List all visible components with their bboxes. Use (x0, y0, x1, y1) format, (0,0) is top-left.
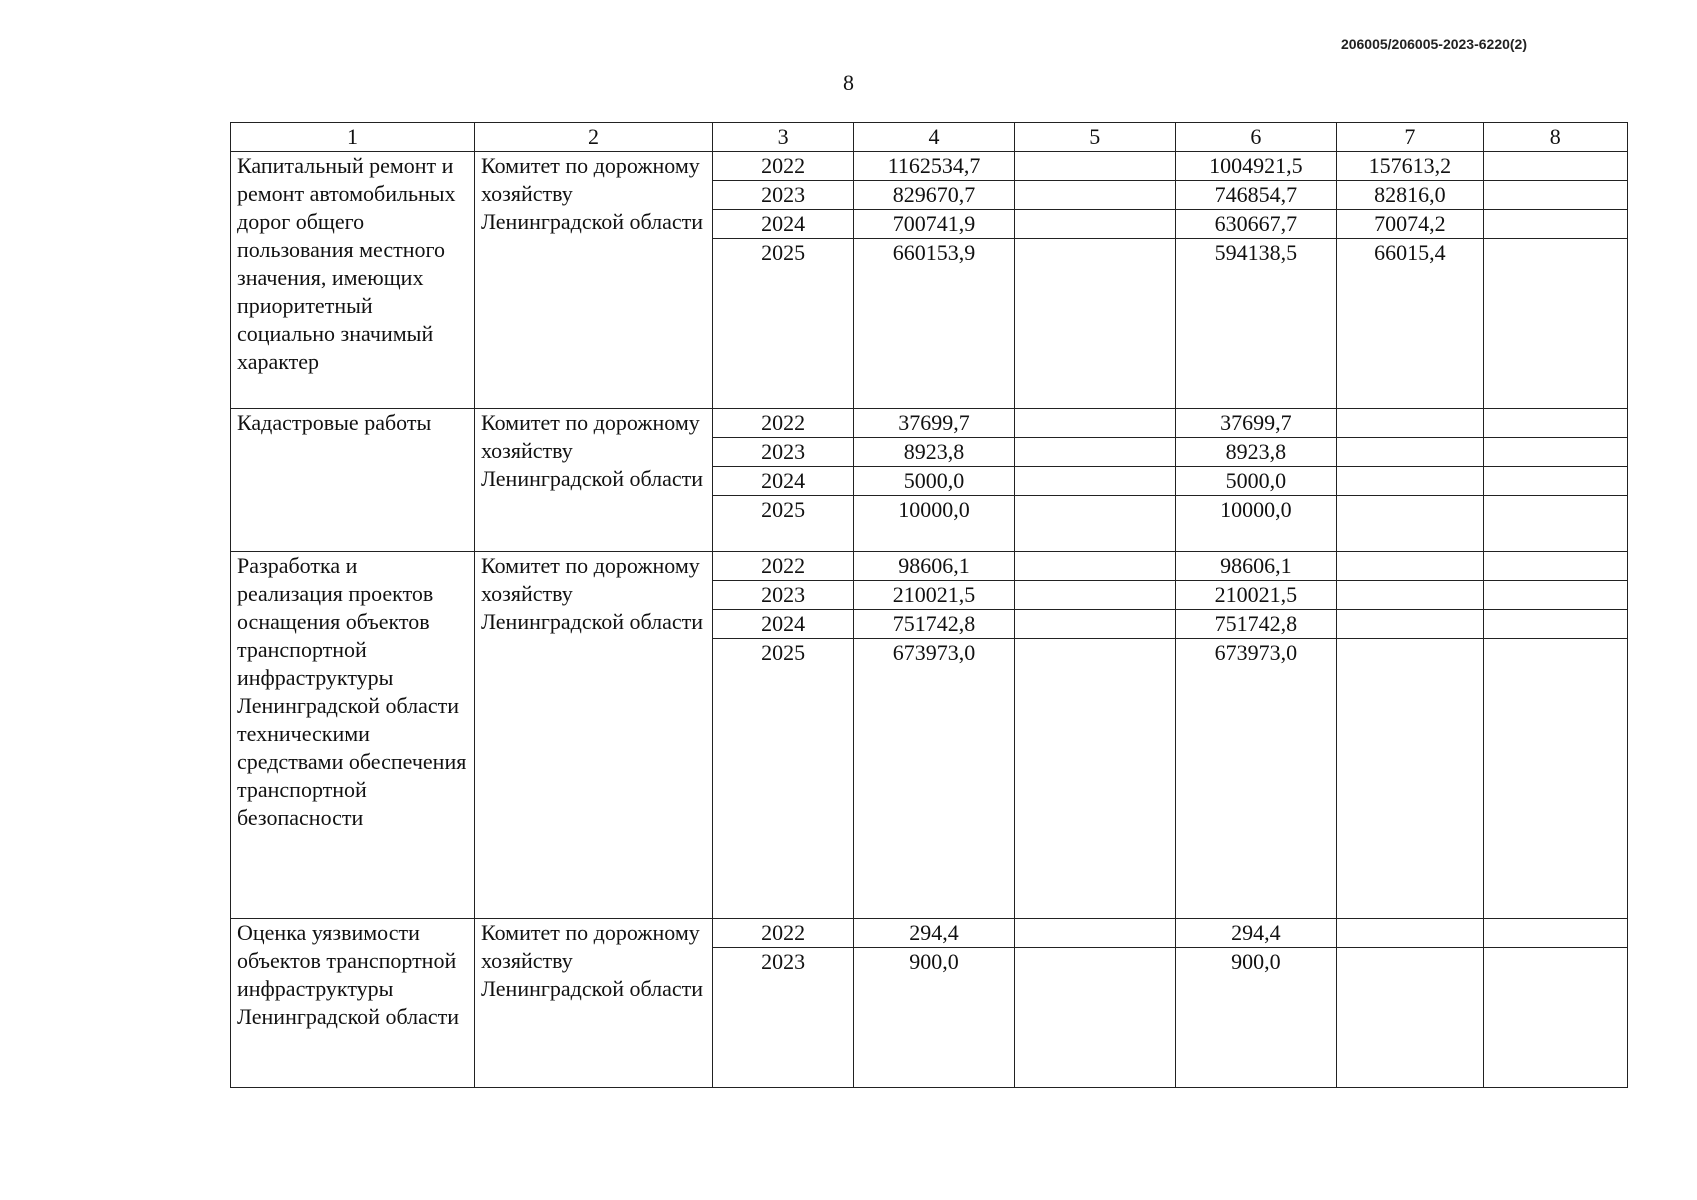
value-cell: 294,4 (1175, 919, 1337, 948)
value-cell (1337, 639, 1483, 919)
value-cell (1337, 919, 1483, 948)
value-cell: 900,0 (1175, 948, 1337, 1088)
value-cell (1337, 467, 1483, 496)
column-header: 8 (1483, 123, 1627, 152)
value-cell (1014, 919, 1175, 948)
value-cell (1014, 467, 1175, 496)
value-cell: 829670,7 (854, 181, 1015, 210)
value-cell (1014, 610, 1175, 639)
value-cell (1337, 496, 1483, 552)
value-cell: 294,4 (854, 919, 1015, 948)
document-number: 206005/206005-2023-6220(2) (1340, 36, 1527, 52)
year-cell: 2025 (712, 239, 853, 409)
executor-name: Комитет по дорожному хозяйству Ленинградской области (475, 409, 713, 552)
executor-name: Комитет по дорожному хозяйству Ленинградской области (475, 152, 713, 409)
value-cell: 5000,0 (854, 467, 1015, 496)
column-header: 7 (1337, 123, 1483, 152)
budget-table (230, 122, 1628, 1088)
year-cell: 2022 (712, 919, 853, 948)
value-cell (1014, 239, 1175, 409)
value-cell (1483, 438, 1627, 467)
value-cell: 751742,8 (1175, 610, 1337, 639)
column-header: 2 (475, 123, 713, 152)
value-cell: 746854,7 (1175, 181, 1337, 210)
column-header: 6 (1175, 123, 1337, 152)
value-cell: 594138,5 (1175, 239, 1337, 409)
value-cell (1014, 948, 1175, 1088)
table-row (231, 552, 1628, 581)
value-cell: 1004921,5 (1175, 152, 1337, 181)
value-cell: 98606,1 (1175, 552, 1337, 581)
value-cell: 8923,8 (1175, 438, 1337, 467)
value-cell: 82816,0 (1337, 181, 1483, 210)
year-cell: 2023 (712, 438, 853, 467)
year-cell: 2025 (712, 496, 853, 552)
value-cell (1337, 438, 1483, 467)
value-cell: 900,0 (854, 948, 1015, 1088)
value-cell: 10000,0 (854, 496, 1015, 552)
table-row (231, 409, 1628, 438)
value-cell (1014, 496, 1175, 552)
value-cell: 37699,7 (854, 409, 1015, 438)
table-row (231, 152, 1628, 181)
value-cell (1483, 552, 1627, 581)
value-cell (1337, 581, 1483, 610)
value-cell (1337, 409, 1483, 438)
value-cell (1483, 210, 1627, 239)
column-header: 4 (854, 123, 1015, 152)
value-cell: 70074,2 (1337, 210, 1483, 239)
column-header: 1 (231, 123, 475, 152)
executor-name: Комитет по дорожному хозяйству Ленинградской области (475, 552, 713, 919)
value-cell (1014, 639, 1175, 919)
year-cell: 2024 (712, 210, 853, 239)
value-cell: 98606,1 (854, 552, 1015, 581)
value-cell (1014, 552, 1175, 581)
year-cell: 2022 (712, 409, 853, 438)
value-cell (1337, 552, 1483, 581)
year-cell: 2024 (712, 610, 853, 639)
value-cell (1014, 210, 1175, 239)
value-cell: 660153,9 (854, 239, 1015, 409)
value-cell: 700741,9 (854, 210, 1015, 239)
year-cell: 2022 (712, 552, 853, 581)
header-row (231, 123, 1628, 152)
value-cell: 157613,2 (1337, 152, 1483, 181)
value-cell (1483, 610, 1627, 639)
value-cell (1014, 181, 1175, 210)
value-cell (1483, 496, 1627, 552)
value-cell (1483, 948, 1627, 1088)
value-cell (1337, 610, 1483, 639)
executor-name: Комитет по дорожному хозяйству Ленинградской области (475, 919, 713, 1088)
value-cell (1014, 581, 1175, 610)
value-cell (1483, 467, 1627, 496)
value-cell: 210021,5 (854, 581, 1015, 610)
activity-name: Кадастровые работы (231, 409, 475, 552)
value-cell (1483, 152, 1627, 181)
value-cell: 751742,8 (854, 610, 1015, 639)
year-cell: 2023 (712, 581, 853, 610)
value-cell: 673973,0 (1175, 639, 1337, 919)
column-header: 3 (712, 123, 853, 152)
table-row (231, 919, 1628, 948)
value-cell (1483, 239, 1627, 409)
value-cell: 5000,0 (1175, 467, 1337, 496)
year-cell: 2024 (712, 467, 853, 496)
value-cell (1014, 152, 1175, 181)
value-cell: 8923,8 (854, 438, 1015, 467)
value-cell: 66015,4 (1337, 239, 1483, 409)
activity-name: Оценка уязвимости объектов транспортной инфраструктуры Ленинградской области (231, 919, 475, 1088)
activity-name: Разработка и реализация проектов оснащения объектов транспортной инфраструктуры Ленинградской области техническими средствами обеспечения транспортной безопасности (231, 552, 475, 919)
value-cell (1483, 181, 1627, 210)
value-cell: 37699,7 (1175, 409, 1337, 438)
column-header: 5 (1014, 123, 1175, 152)
year-cell: 2025 (712, 639, 853, 919)
year-cell: 2022 (712, 152, 853, 181)
value-cell (1483, 919, 1627, 948)
value-cell (1014, 438, 1175, 467)
value-cell (1483, 409, 1627, 438)
year-cell: 2023 (712, 181, 853, 210)
year-cell: 2023 (712, 948, 853, 1088)
value-cell: 210021,5 (1175, 581, 1337, 610)
page-number: 8 (843, 70, 854, 95)
value-cell (1483, 639, 1627, 919)
value-cell: 10000,0 (1175, 496, 1337, 552)
value-cell (1014, 409, 1175, 438)
value-cell: 1162534,7 (854, 152, 1015, 181)
value-cell: 630667,7 (1175, 210, 1337, 239)
value-cell: 673973,0 (854, 639, 1015, 919)
value-cell (1337, 948, 1483, 1088)
activity-name: Капитальный ремонт и ремонт автомобильных дорог общего пользования местного значения, имеющих приоритетный социально значимый характер (231, 152, 475, 409)
value-cell (1483, 581, 1627, 610)
